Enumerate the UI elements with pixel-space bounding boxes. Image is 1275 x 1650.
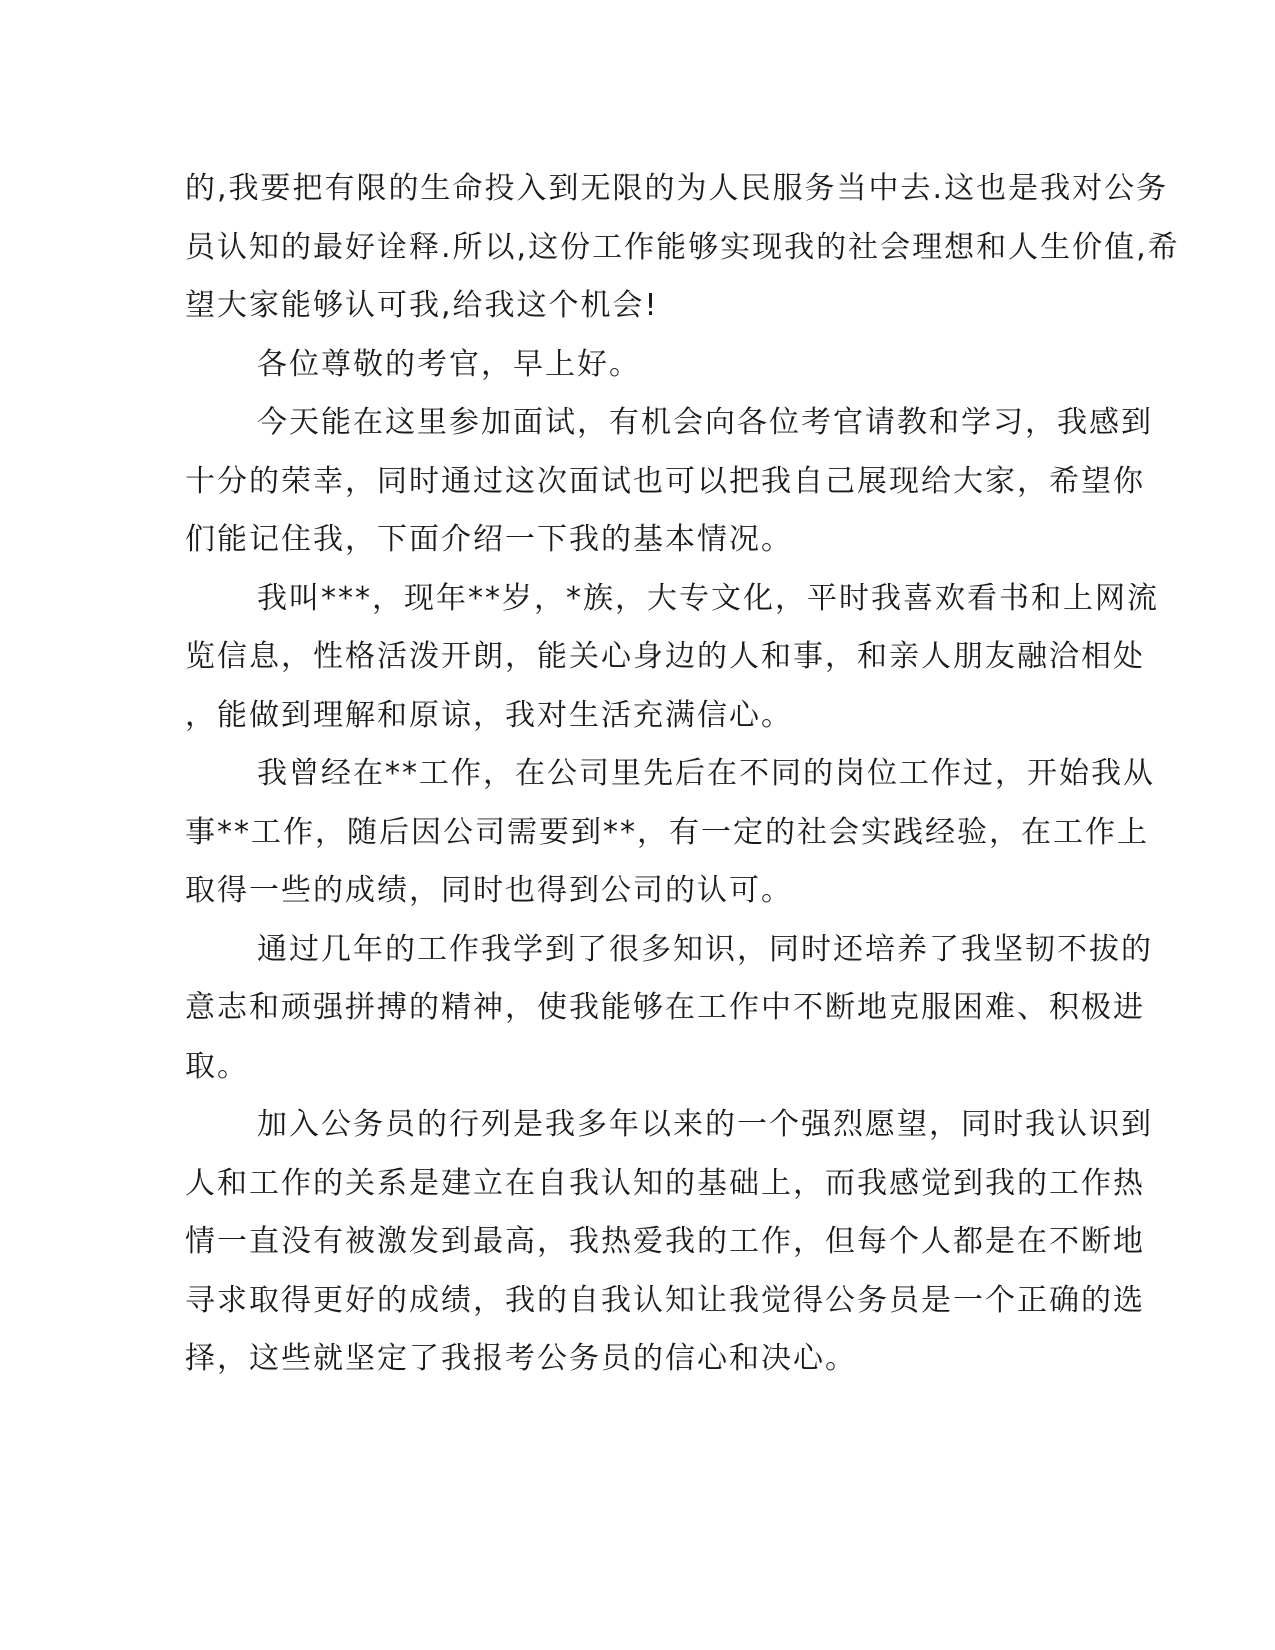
text-line: 的,我要把有限的生命投入到无限的为人民服务当中去.这也是我对公务 — [185, 171, 1169, 206]
paragraph-skills — [185, 921, 1153, 1097]
text-line: 事**工作，随后因公司需要到**，有一定的社会实践经验，在工作上 — [185, 814, 1149, 850]
paragraph-greeting — [185, 336, 1085, 395]
paragraph-motivation — [185, 1096, 1153, 1389]
text-line: 择，这些就坚定了我报考公务员的信心和决心。 — [185, 1341, 857, 1376]
text-line: 取得一些的成绩，同时也得到公司的认可。 — [185, 873, 793, 908]
paragraph-introduction — [185, 394, 1153, 570]
text-line: 人和工作的关系是建立在自我认知的基础上，而我感觉到我的工作热 — [185, 1165, 1145, 1201]
text-line: 览信息，性格活泼开朗，能关心身边的人和事，和亲人朋友融洽相处 — [185, 639, 1145, 674]
text-line: ，能做到理解和原谅，我对生活充满信心。 — [185, 697, 793, 733]
text-line: 望大家能够认可我,给我这个机会! — [185, 288, 659, 323]
text-line: 通过几年的工作我学到了很多知识，同时还培养了我坚韧不拔的 — [257, 931, 1153, 967]
paragraph-work-experience — [185, 745, 1155, 921]
paragraph-personal-info — [185, 570, 1159, 746]
text-line: 各位尊敬的考官，早上好。 — [257, 346, 641, 382]
text-line: 意志和顽强拼搏的精神，使我能够在工作中不断地克服困难、积极进 — [185, 990, 1145, 1025]
document-body — [185, 160, 1180, 1389]
text-line: 加入公务员的行列是我多年以来的一个强烈愿望，同时我认识到 — [257, 1107, 1153, 1142]
text-line: 我叫***，现年**岁，*族，大专文化，平时我喜欢看书和上网流 — [257, 580, 1159, 616]
text-line: 取。 — [185, 1048, 249, 1084]
text-line: 我曾经在**工作，在公司里先后在不同的岗位工作过，开始我从 — [257, 756, 1155, 791]
text-line: 情一直没有被激发到最高，我热爱我的工作，但每个人都是在不断地 — [185, 1224, 1145, 1259]
text-line: 们能记住我，下面介绍一下我的基本情况。 — [185, 522, 793, 557]
text-line: 十分的荣幸，同时通过这次面试也可以把我自己展现给大家，希望你 — [185, 463, 1145, 499]
text-line: 今天能在这里参加面试，有机会向各位考官请教和学习，我感到 — [257, 405, 1153, 440]
text-line: 寻求取得更好的成绩，我的自我认知让我觉得公务员是一个正确的选 — [185, 1282, 1145, 1318]
text-line: 员认知的最好诠释.所以,这份工作能够实现我的社会理想和人生价值,希 — [185, 229, 1180, 265]
paragraph-continuation — [185, 160, 1180, 336]
